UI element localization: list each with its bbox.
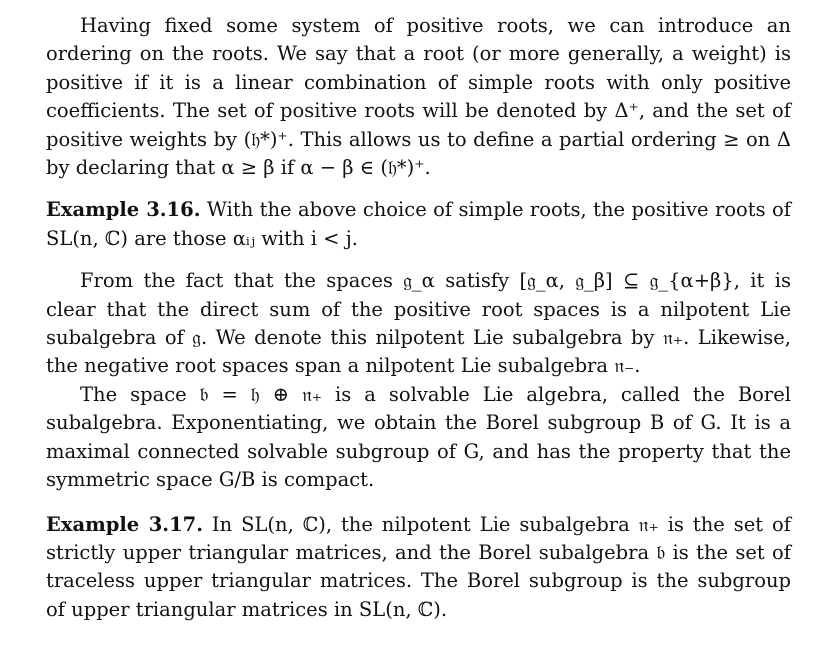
example-3-17 (46, 511, 791, 625)
example-3-16-text: With the above choice of simple roots, the positive roots of SL(n, ℂ) are those αᵢⱼ with i < j. (46, 198, 792, 250)
paragraph-nilpotent: From the fact that the spaces 𝔤_α satisfy [𝔤_α, 𝔤_β] ⊆ 𝔤_{α+β}, it is clear that the direct sum of the positive root spaces is a nilpotent Lie subalgebra of 𝔤. We denote this nilpotent Lie subalgebra by 𝔫₊. Likewise, the negative root spaces span a nilpotent Lie subalgebra 𝔫₋. (46, 269, 791, 378)
example-3-17-title: Example 3.17. (46, 512, 203, 536)
example-3-16 (46, 196, 791, 253)
example-3-17-text: In SL(n, ℂ), the nilpotent Lie subalgebra 𝔫₊ is the set of strictly upper triangular matrices, and the Borel subalgebra 𝔟 is the set of traceless upper triangular matrices. The Borel subgroup is the subgroup of upper triangular matrices in SL(n, ℂ). (46, 512, 791, 621)
paragraph-borel: The space 𝔟 = 𝔥 ⊕ 𝔫₊ is a solvable Lie algebra, called the Borel subalgebra. Exponentiating, we obtain the Borel subgroup B of G. It is a maximal connected solvable subgroup of G, and has the property that the symmetric space G/B is compact. (46, 382, 791, 492)
paragraph-ordering: Having fixed some system of positive roots, we can introduce an ordering on the roots. We say that a root (or more generally, a weight) is positive if it is a linear combination of simple roots with only positive coefficients. The set of positive roots will be denoted by Δ⁺, and the set of positive weights by (𝔥*)⁺. This allows us to define a partial ordering ≥ on Δ by declaring that α ≥ β if α − β ∈ (𝔥*)⁺. (46, 14, 791, 180)
example-3-16-title: Example 3.16. (46, 198, 201, 222)
